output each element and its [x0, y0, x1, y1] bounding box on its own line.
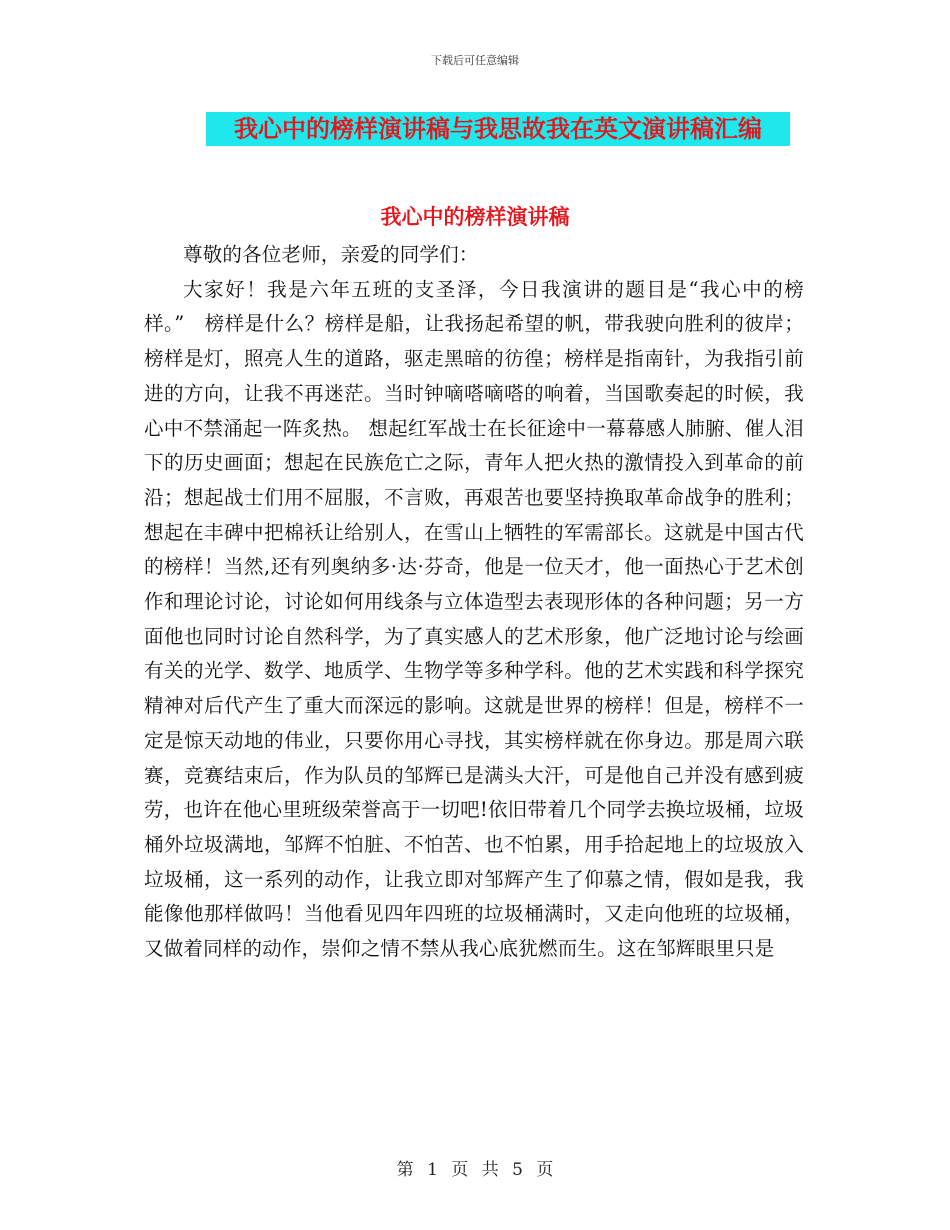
document-title: 我心中的榜样演讲稿与我思故我在英文演讲稿汇编	[206, 112, 790, 146]
section-title: 我心中的榜样演讲稿	[380, 204, 570, 229]
greeting-paragraph: 尊敬的各位老师，亲爱的同学们：	[183, 243, 479, 266]
speech-paragraph: 大家好！我是六年五班的支圣泽，今日我演讲的题目是“我心中的榜样。” 榜样是什么？榜样是船，让我扬起希望的帆，带我驶向胜利的彼岸；榜样是灯，照亮人生的道路，驱走黑暗的彷徨；榜样是指南针，为我指引前进的方向，让我不再迷茫。当时钟嘀嗒嘀嗒的响着，当国歌奏起的时候，我心中不禁涌起一阵炙热。 想起红军战士在长征途中一幕幕感人肺腑、催人泪下的历史画面；想起在民族危亡之际，青年人把火热的激情投入到革命的前沿；想起战士们用不屈服，不言败，再艰苦也要坚持换取革命战争的胜利；想起在丰碑中把棉袄让给别人，在雪山上牺牲的军需部长。这就是中国古代的榜样！当然,还有列奥纳多·达·芬奇，他是一位天才，他一面热心于艺术创作和理论讨论，讨论如何用线条与立体造型去表现形体的各种问题；另一方面他也同时讨论自然科学，为了真实感人的艺术形象，他广泛地讨论与绘画有关的光学、数学、地质学、生物学等多种学科。他的艺术实践和科学探究精神对后代产生了重大而深远的影响。这就是世界的榜样！但是，榜样不一定是惊天动地的伟业，只要你用心寻找，其实榜样就在你身边。那是周六联赛，竞赛结束后，作为队员的邹辉已是满头大汗，可是他自己并没有感到疲劳，也许在他心里班级荣誉高于一切吧!依旧带着几个同学去换垃圾桶，垃圾桶外垃圾满地，邹辉不怕脏、不怕苦、也不怕累，用手拾起地上的垃圾放入垃圾桶，这一系列的动作，让我立即对邹辉产生了仰慕之情，假如是我，我能像他那样做吗！当他看见四年四班的垃圾桶满时，又走向他班的垃圾桶，又做着同样的动作，崇仰之情不禁从我心底犹燃而生。这在邹辉眼里只是	[144, 277, 804, 961]
body-text	[144, 238, 804, 967]
page-number: 第 1 页 共 5 页	[396, 1160, 554, 1180]
header-note: 下载后可任意编辑	[431, 54, 519, 67]
